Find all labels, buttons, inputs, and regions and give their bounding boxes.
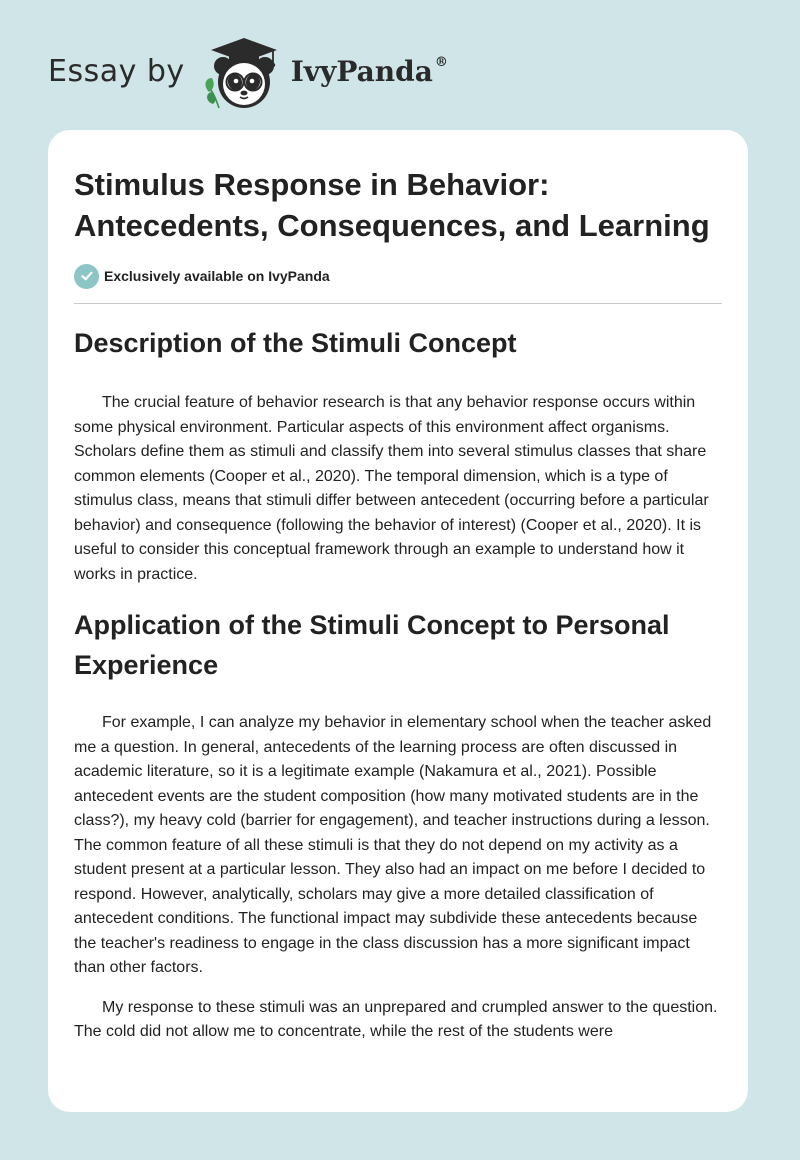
panda-logo-icon[interactable] bbox=[199, 32, 289, 112]
brand-name-text: IvyPanda bbox=[290, 55, 433, 88]
section-heading-application: Application of the Stimuli Concept to Personal Experience bbox=[74, 610, 670, 680]
essay-title: Stimulus Response in Behavior: Antecedents, Consequences, and Learning bbox=[74, 167, 710, 243]
brand-name bbox=[290, 55, 448, 88]
section-heading-description: Description of the Stimuli Concept bbox=[74, 328, 517, 358]
title-divider bbox=[74, 303, 722, 304]
site-header bbox=[48, 32, 448, 112]
registered-mark: ® bbox=[434, 55, 448, 70]
paragraph-application-1: For example, I can analyze my behavior in elementary school when the teacher asked me a question. In general, antecedents of the learning process are often discussed in academic literature, so it is a legitimate example (Nakamura et al., 2021). Possible antecedent events are the student composition (how many motivated students are in the class?), my heavy cold (barrier for engagement), and teacher instructions during a lesson. The common feature of all these stimuli is that they do not depend on my activity as a student present at a particular lesson. They also had an impact on me before I decided to respond. However, analytically, scholars may give a more detailed classification of antecedent conditions. The functional impact may subdivide these antecedents because the teacher's readiness to engage in the class discussion has a more significant impact than other factors. bbox=[74, 714, 712, 976]
paragraph-description: The crucial feature of behavior research is that any behavior response occurs within some physical environment. Particular aspects of this environment affect organisms. Scholars define them as stimuli and classify them into several stimulus classes that share common elements (Cooper et al., 2020). The temporal dimension, which is a type of stimulus class, means that stimuli differ between antecedent (occurring before a particular behavior) and consequence (following the behavior of interest) (Cooper et al., 2020). It is useful to consider this conceptual framework through an example to understand how it works in practice. bbox=[74, 394, 709, 583]
exclusive-badge-text: Exclusively available on IvyPanda bbox=[104, 268, 330, 284]
brand-prefix: Essay by bbox=[48, 54, 185, 89]
exclusive-badge bbox=[74, 263, 722, 289]
essay-card bbox=[48, 130, 748, 1112]
paragraph-application-2: My response to these stimuli was an unprepared and crumpled answer to the question. The cold did not allow me to concentrate, while the rest of the students were bbox=[74, 998, 718, 1040]
check-circle-icon bbox=[74, 264, 99, 289]
